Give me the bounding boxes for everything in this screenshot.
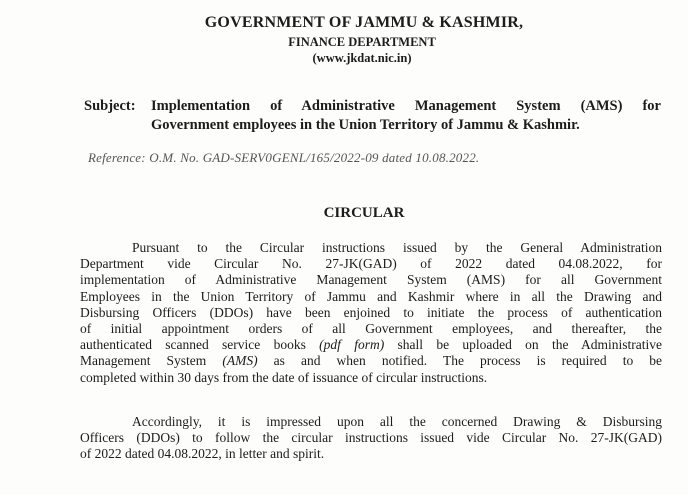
paragraph-line-mixed xyxy=(80,337,662,353)
department-heading: FINANCE DEPARTMENT xyxy=(288,35,436,49)
paragraph-text: authenticated scanned service books xyxy=(80,337,306,353)
subject-line-2: Government employees in the Union Territory of Jammu & Kashmir. xyxy=(151,117,580,133)
paragraph-text: shall be uploaded on the Administrative xyxy=(397,337,663,353)
paragraph-1 xyxy=(80,240,662,386)
paragraph-line: Department vide Circular No. 27-JK(GAD) of 2022 dated 04.08.2022, for xyxy=(80,256,662,272)
paragraph-line: Pursuant to the Circular instructions issued by the General Administration xyxy=(132,240,662,255)
website-text: (www.jkdat.nic.in) xyxy=(312,51,412,65)
paragraph-line: Accordingly, it is impressed upon all the concerned Drawing & Disbursing xyxy=(132,414,662,429)
paragraph-line-mixed xyxy=(80,353,662,369)
pdf-form-italic: (pdf form) xyxy=(319,337,385,353)
paragraph-line: completed within 30 days from the date of issuance of circular instructions. xyxy=(80,369,488,385)
paragraph-2 xyxy=(80,414,662,463)
ams-italic: (AMS) xyxy=(222,353,258,369)
paragraph-line: implementation of Administrative Management System (AMS) for all Government xyxy=(80,272,662,288)
subject-label: Subject: xyxy=(84,98,136,114)
paragraph-text: as and when notified. The process is required to be xyxy=(273,353,662,369)
paragraph-line: of initial appointment orders of all Government employees, and thereafter, the xyxy=(80,320,662,336)
paragraph-line: Employees in the Union Territory of Jammu and Kashmir where in all the Drawing and xyxy=(80,288,662,304)
subject-line-1: Implementation of Administrative Management System (AMS) for xyxy=(151,98,661,114)
paragraph-line: Officers (DDOs) to follow the circular instructions issued vide Circular No. 27-JK(GAD) xyxy=(80,430,662,446)
paragraph-text: Management System xyxy=(80,353,207,369)
government-heading: GOVERNMENT OF JAMMU & KASHMIR, xyxy=(204,14,524,31)
reference-line: Reference: O.M. No. GAD-SERV0GENL/165/2022-09 dated 10.08.2022. xyxy=(88,150,480,165)
paragraph-line: Disbursing Officers (DDOs) have been enjoined to initiate the process of authentication xyxy=(80,304,662,320)
paragraph-line: of 2022 dated 04.08.2022, in letter and spirit. xyxy=(80,446,325,462)
circular-title: CIRCULAR xyxy=(323,205,405,221)
